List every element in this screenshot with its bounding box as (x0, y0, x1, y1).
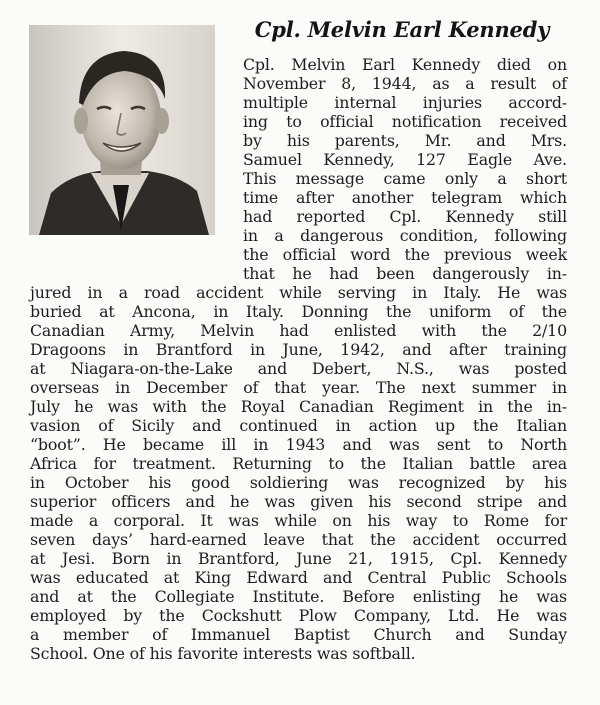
text-line: vasion of Sicily and continued in action up the Italian (30, 416, 567, 435)
text-line: Samuel Kennedy, 127 Eagle Ave. (243, 150, 567, 169)
text-line: time after another telegram which (243, 188, 567, 207)
text-line: This message came only a short (243, 169, 567, 188)
text-line: multiple internal injuries accord- (243, 93, 567, 112)
text-line: superior officers and he was given his second stripe and (30, 492, 567, 511)
text-line: Africa for treatment. Returning to the Italian battle area (30, 454, 567, 473)
text-line: in a dangerous condition, following (243, 226, 567, 245)
text-line: July he was with the Royal Canadian Regiment in the in- (30, 397, 567, 416)
text-line: employed by the Cockshutt Plow Company, Ltd. He was (30, 606, 567, 625)
text-line: School. One of his favorite interests was softball. (30, 644, 416, 663)
text-line: by his parents, Mr. and Mrs. (243, 131, 567, 150)
portrait-photo (29, 25, 215, 235)
text-line: Dragoons in Brantford in June, 1942, and after training (30, 340, 567, 359)
text-line: buried at Ancona, in Italy. Donning the uniform of the (30, 302, 567, 321)
article-title: Cpl. Melvin Earl Kennedy (254, 17, 550, 42)
text-line: seven days’ hard-earned leave that the accident occurred (30, 530, 567, 549)
text-line: made a corporal. It was while on his way to Rome for (30, 511, 567, 530)
text-line: at Niagara-on-the-Lake and Debert, N.S., was posted (30, 359, 567, 378)
text-line: that he had been dangerously in- (243, 264, 567, 283)
text-line: a member of Immanuel Baptist Church and Sunday (30, 625, 567, 644)
text-line: “boot”. He became ill in 1943 and was sent to North (30, 435, 567, 454)
portrait-image (29, 25, 215, 235)
text-line: had reported Cpl. Kennedy still (243, 207, 567, 226)
text-line: November 8, 1944, as a result of (243, 74, 567, 93)
text-line: jured in a road accident while serving in Italy. He was (30, 283, 567, 302)
text-line: Cpl. Melvin Earl Kennedy died on (243, 55, 567, 74)
text-line: the official word the previous week (243, 245, 567, 264)
text-line: Canadian Army, Melvin had enlisted with the 2/10 (30, 321, 567, 340)
text-line: overseas in December of that year. The next summer in (30, 378, 567, 397)
text-line: and at the Collegiate Institute. Before enlisting he was (30, 587, 567, 606)
text-line: at Jesi. Born in Brantford, June 21, 1915, Cpl. Kennedy (30, 549, 567, 568)
text-line: was educated at King Edward and Central Public Schools (30, 568, 567, 587)
text-line: ing to official notification received (243, 112, 567, 131)
text-line: in October his good soldiering was recognized by his (30, 473, 567, 492)
